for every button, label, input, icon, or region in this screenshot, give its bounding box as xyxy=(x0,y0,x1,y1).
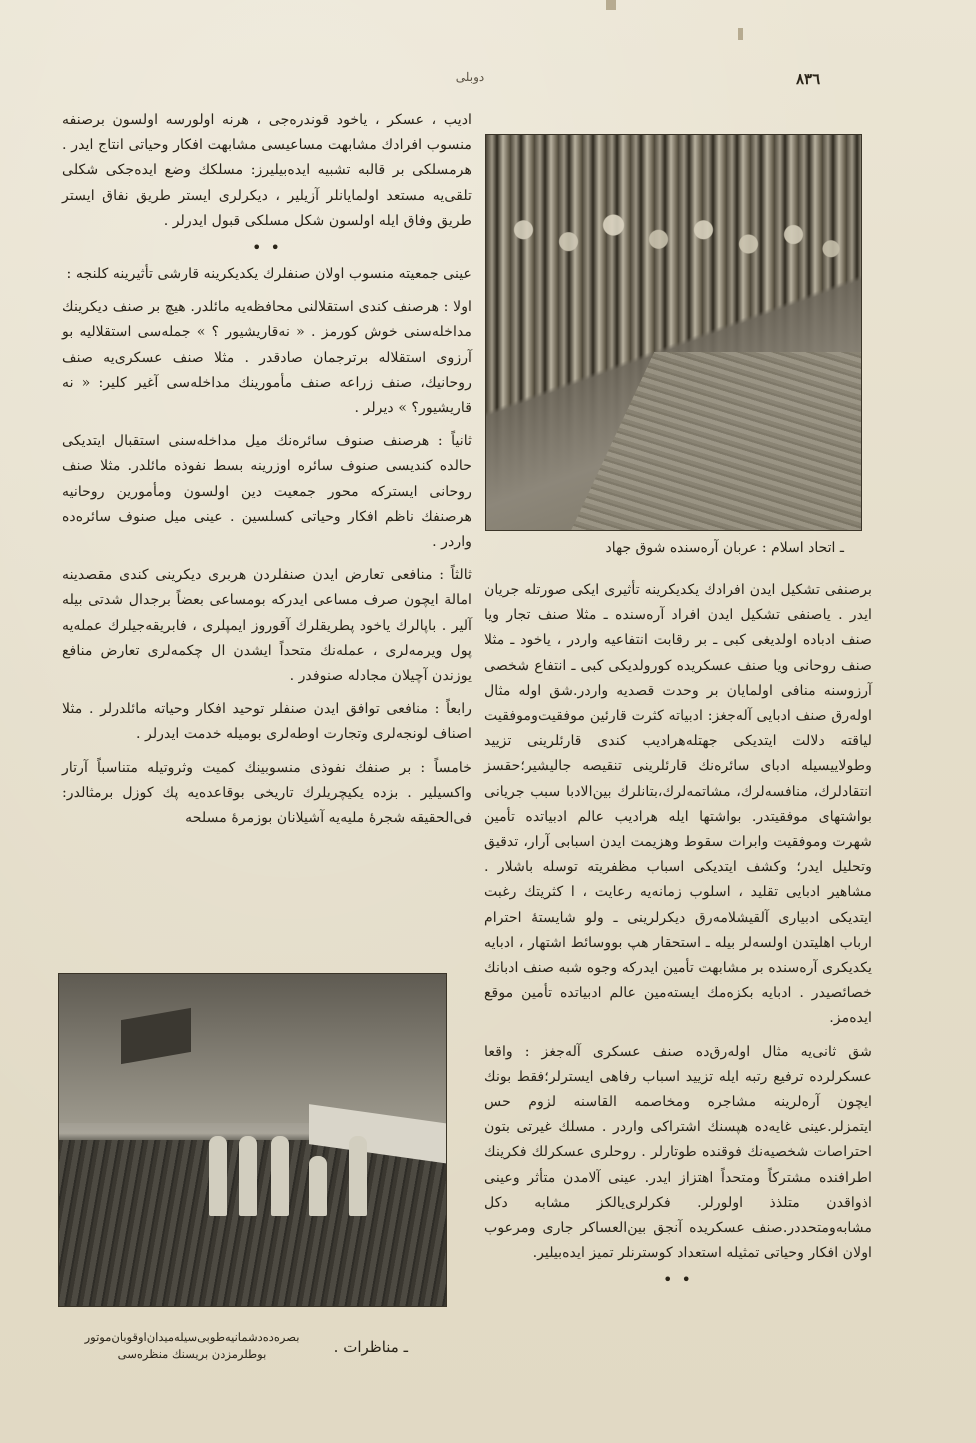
boat-photo xyxy=(58,973,447,1307)
paragraph: رابعاً : منافعی توافق ایدن صنفلر توحید افکار وحیاته مائلدرلر . مثلا اصناف لونجه‌لری وتجارت اوطه‌لری بومیله خدمت ایدرلر . xyxy=(62,701,472,743)
soldier-figure xyxy=(271,1136,289,1216)
paper-stain xyxy=(606,0,616,10)
soldier-figure xyxy=(309,1156,327,1216)
crowd-photo xyxy=(485,134,862,531)
paragraph: ثانیاً : هرصنف صنوف سائره‌نك میل مداخله‌سنی استقبال ایتدیکی حالده کندیسی صنوف سائره اوزرینه بسط نفوذه مائلدر. مثلا صنف روحانی ایسترکه محور جمعیت دین اولسون ومأمورین روحانیه هرصنفك ناظم افکار وحیاتی کسلسین . عینی میل صنوف سائره‌ده واردر . xyxy=(62,433,472,551)
paragraph: خامساً : بر صنفك نفوذی منسوبینك کمیت وثروتیله متناسباً آرتار واکسیلیر . بزده یکیچریلرك تاریخی بوقاعده‌یه پك کوزل برمثالدر: فی‌الحقیقه شجرهٔ ملیه‌یه آشیلانان بوزمرهٔ مسلحه xyxy=(62,759,472,827)
right-column-text xyxy=(484,578,872,1294)
paragraph: عینی جمعیته منسوب اولان صنفلرك یکدیکرینه قارشی تأثیرینه کلنجه : xyxy=(66,266,472,283)
bottom-photo-caption-detail: بصره‌ده‌دشمانیه‌طوبی‌سیله‌میدان‌اوقوبان‌موتور بوطلرمزدن بریسنك منظره‌سی xyxy=(84,1330,300,1361)
road-surface xyxy=(543,352,862,531)
bottom-photo-caption-title: ـ مناظرات . xyxy=(333,1338,408,1356)
paper-stain xyxy=(738,28,743,40)
top-photo-caption: ـ اتحاد اسلام : عربان آره‌سنده شوق جهاد xyxy=(605,540,844,556)
paragraph: ادیب ، عسکر ، یاخود قوندره‌جی ، هرنه اولورسه اولسون برصنفه منسوب افرادك مشابهت مساعیسی مشابهت افکار وحیاتی انتاج ایدر . هرمسلکی بر قالبه تشبیه ایده‌بیلیرز: مسلکك وضع ایده‌جکی شکلی تلقی‌یه مستعد اولمایانلر آزیلیر ، دیکرلری ایستر طریق نفاق ایستر طریق وفاق ایله اولسون شکل مسلکی قبول ایدرلر . xyxy=(62,112,472,229)
paragraph: شق ثانی‌یه مثال اوله‌رق‌ده صنف عسکری آله‌جغز : واقعا عسکرلرده ترفیع رتبه ایله تزیید اسباب رفاهی ایسترلر؛فقط بونك ایچون آره‌لرینه مشاجره ومخاصمه القاسنه لزوم حس ایتمزلر.عینی غایه‌ده هپسنك اشتراکی واردر . مسلك غیرتی بتون احتراصات شخصیه‌نك فوقنده طوتارلر . روحلری عسکرلك فکرینك اطرافنده مشترکاً ومتحداً اهتزاز ایدر. عینی آلامدن متأثر وعینی اذواقدن متلذذ اولورلر. فکرلری‌یالکز مشابه دکل مشابه‌ومتحددر.صنف عسکریده آنجق بین‌العساکر جاری ومرعوب اولان افکار وحیاتی تمثیله استعداد کوسترنلر تمیز ایده‌بیلیر. xyxy=(484,1043,872,1262)
separator-dots: • • xyxy=(663,1270,693,1290)
paragraph: ثالثاً : منافعی تعارض ایدن صنفلردن هربری دیکرینی کندی مقصدینه امالة ایچون صرف مساعی ایدرکه بومساعی بعضاً برجدال شدتی بیله آلیر . باپالرك یاخود پطریقلرك آقوروز ایمپلری ، فابریقه‌جیلرك عمله‌یه پول ویرمه‌لری ، عمله‌نك متحداً ایشدن ال چکمه‌لری تعارض منافع یوزندن آچیلان مجادله صنوفدر . xyxy=(62,567,472,685)
photo-sky xyxy=(59,974,446,1123)
paragraph: برصنفی تشکیل ایدن افرادك یکدیکرینه تأثیری ایکی صورتله جریان ایدر . یاصنفی تشکیل ایدن افراد آره‌سنده ـ مثلا صنف تجار ویا صنف ادباده اولدیغی کبی ـ بر رقابت انتفاعیه واردر ، یاخود ـ مثلا صنف روحانی ویا صنف عسکریده کورولدیکی کبی ـ انتفاع شخصی آرزوسنه منافی اولمایان بر وحدت قصدیه واردر.شق اوله مثال اوله‌رق صنف ادبایی آله‌جغز: ادبیاته کثرت قارئین موفقیت‌وموفقیت لیاقته دلالت ایتدیکی جهتله‌هرادیب کندی قارئلرینی تزیید وطولاییسیله ادبای سائره‌نك قارئلرینی تنقیصه جالیشیر؛حقسز انتقادلرك، منافسه‌لرك، مشاتمه‌لرك،بتانلرك بین‌الادبا سبب جریانی بواشتهای موفقیتدر. بواشتها ایله هرادیب عالم ادبیاتده تأمین شهرت وموفقیت وابرات سقوط وهزیمت ایدن اسبابی آرار، تدقیق وتحلیل ایدر؛ وکشف ایتدیکی اسباب مظفریته توسله باشلار . مشاهیر ادبایی تقلید ، اسلوب زمانه‌یه رعایت ، ا کثریتك رغبت ایتدیکی ادبیاری آلقیشلامه‌رق دیکرلرینی ـ ولو شایستهٔ احترام ارباب اهلیتدن اولسه‌لر بیله ـ استحقار هپ بووسائط اشتهار ، ادبایه یکدیکری آره‌سنده بر مشابهت تأمین ایدرکه وجوه شبه صنف ادبانك خصائصیدر . ادبایه بکزه‌مك ایسته‌مین عالم ادبیاتده تأمین موقع ایده‌مز. xyxy=(484,582,872,1027)
paragraph: اولا : هرصنف کندی استقلالنی محافظه‌یه مائلدر. هیچ بر صنف دیکرینك مداخله‌سنی خوش کورمز . « نه‌قاریشیور ؟ » جمله‌سی استقلالیه بو آرزوی استقلاله برترجمان صادقدر . مثلا صنف عسکری‌یه صنف روحانیك، صنف زراعه صنف مأمورینك مداخله‌سی آغیر کلیر: « نه قاریشیور؟ » دیرلر . xyxy=(62,299,472,417)
running-title: دوبلی xyxy=(455,70,485,84)
crowd-figures xyxy=(486,135,861,372)
soldier-figure xyxy=(209,1136,227,1216)
left-column-text xyxy=(62,108,472,839)
separator-dots: • • xyxy=(252,238,282,258)
soldier-figure xyxy=(239,1136,257,1216)
page-number: ٨٣٦ xyxy=(796,70,821,88)
soldier-figure xyxy=(349,1136,367,1216)
